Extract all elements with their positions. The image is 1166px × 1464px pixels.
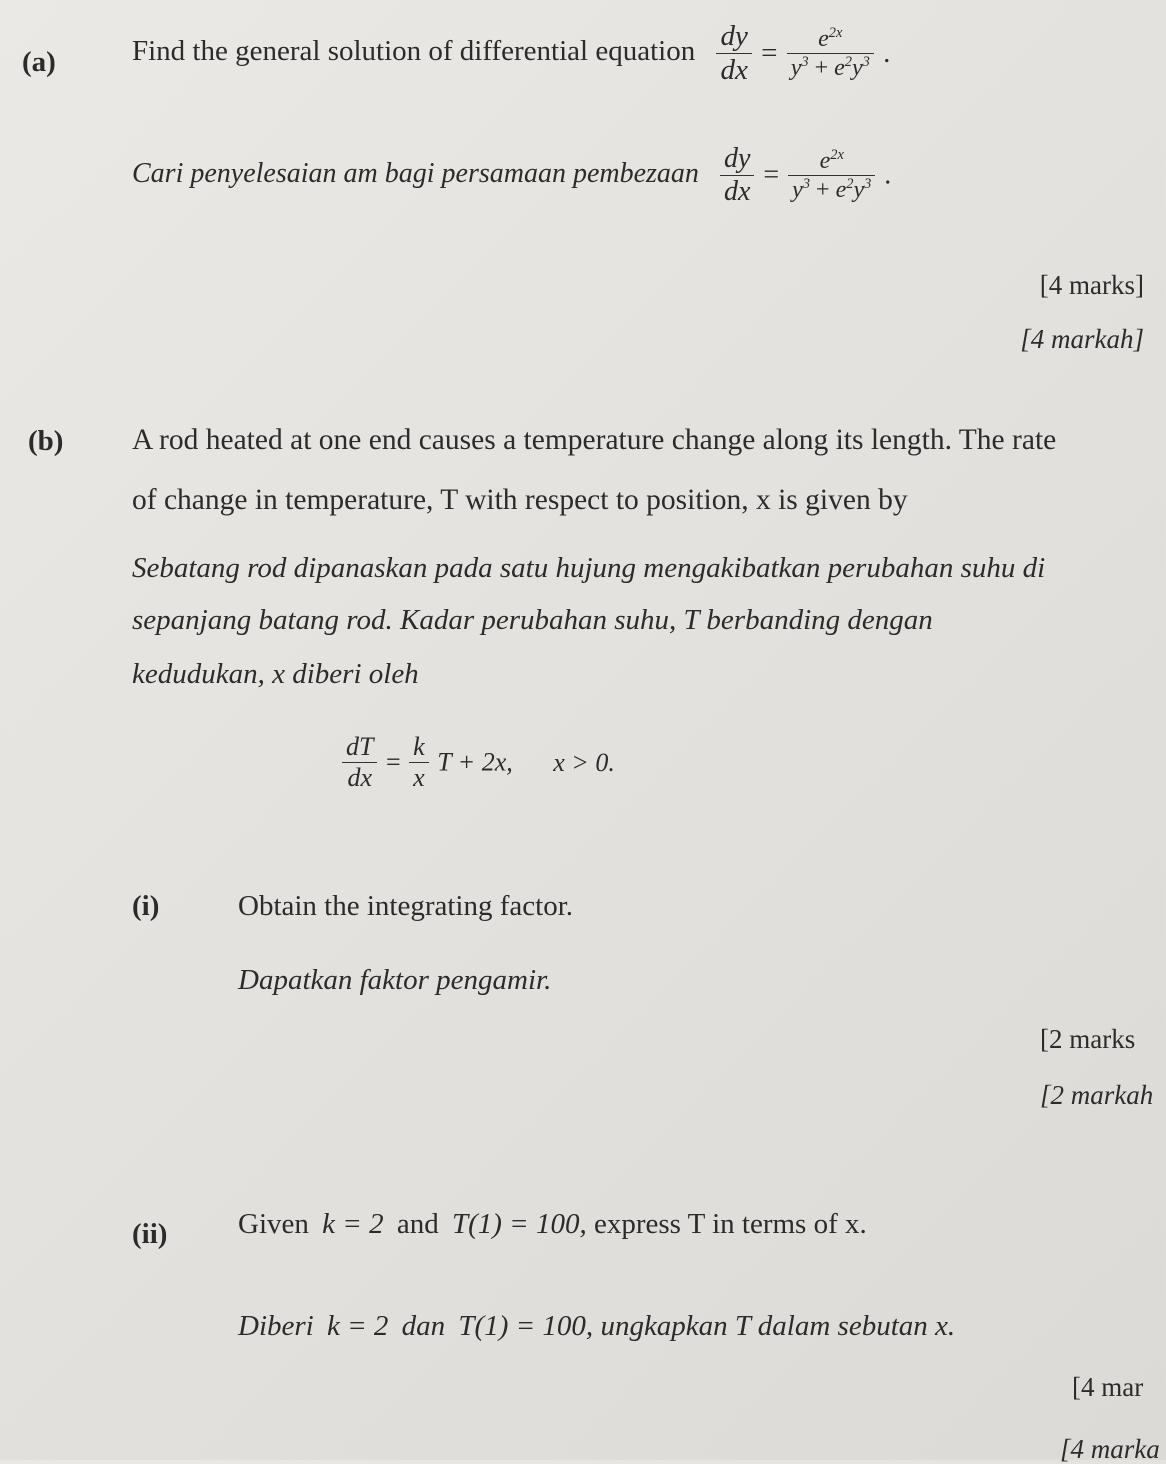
part-b-equation	[340, 734, 615, 791]
part-a-ms-eq-equals: =	[763, 159, 780, 191]
part-a-ms-eq-lhs-den: dx	[723, 176, 751, 207]
part-b-ii-express: express T in terms of x.	[593, 1208, 867, 1240]
part-b-ii-cond-k: k = 2	[322, 1208, 384, 1240]
part-a-ms-eq-exp2: 2	[846, 176, 854, 192]
part-b-eq-condition: x > 0.	[553, 747, 615, 777]
part-a-eq-exp3: 3	[862, 54, 870, 70]
part-b-i-text-ms: Dapatkan faktor pengamir.	[238, 964, 552, 996]
part-b-eq-lhs-num: dT	[342, 734, 377, 763]
part-b-intro-ms-1: Sebatang rod dipanaskan pada satu hujung mengakibatkan perubahan suhu di	[132, 552, 1046, 584]
part-b-i-marks-ms: [2 markah	[1040, 1080, 1154, 1110]
part-a-eq-y2: y	[851, 55, 863, 81]
part-b-eq-x: x	[413, 763, 425, 792]
part-a-text-ms: Cari penyelesaian am bagi persamaan pembezaan	[132, 157, 699, 189]
part-a-ms-eq-rhs-den	[788, 176, 875, 202]
part-b-ii-label: (ii)	[132, 1218, 168, 1250]
part-a-eq-rhs-den	[787, 54, 874, 80]
part-a-ms-eq-y1: y	[792, 177, 803, 203]
part-b-ii-and: and	[396, 1208, 439, 1240]
part-a-marks-ms: [4 markah]	[1020, 324, 1144, 354]
part-a-ms-eq-period: .	[884, 159, 892, 191]
part-b-i-label: (i)	[132, 890, 160, 922]
part-a-eq-rhs-num	[787, 27, 874, 54]
part-a-ms-eq-e: e	[819, 148, 831, 174]
part-a-ms-eq-e2: e	[835, 177, 847, 203]
part-b-eq-lhs	[342, 734, 377, 791]
part-a-ms-eq-lhs-num: dy	[720, 145, 754, 176]
part-a-eq-equals: =	[761, 37, 778, 69]
part-b-ii-ms-cond-t: T(1) = 100,	[458, 1310, 594, 1342]
part-a-eq-exp1: 3	[801, 54, 809, 70]
part-a-ms-eq-exp1: 3	[802, 176, 811, 192]
part-a-ms-eq-y2: y	[853, 177, 865, 203]
part-b-intro-ms-3: kedudukan, x diberi oleh	[132, 658, 419, 690]
part-a-ms-eq-rhs-num	[788, 149, 875, 176]
part-b-eq-k: k	[409, 734, 429, 763]
part-a-eq-e2: e	[834, 55, 845, 81]
part-b-ii-ungkapkan: ungkapkan T dalam sebutan x.	[600, 1310, 956, 1342]
part-b-ii-diberi: Diberi	[238, 1310, 314, 1342]
part-b-eq-rest: T + 2x,	[437, 747, 513, 777]
part-b-ii-marks-ms: [4 marka	[1060, 1434, 1160, 1464]
part-b-ii-text-en	[238, 1210, 867, 1239]
part-b-intro-en-2: of change in temperature, T with respect to position, x is given by	[132, 484, 908, 516]
part-a-ms-eq-exp-2x: 2x	[830, 147, 844, 163]
part-a-label: (a)	[22, 46, 56, 78]
part-a-eq-period: .	[883, 37, 891, 69]
part-b-ii-text-ms	[238, 1312, 955, 1341]
part-a-eq-lhs-num: dy	[716, 22, 751, 54]
part-a-eq-rhs	[787, 27, 874, 80]
part-b-ii-given: Given	[238, 1208, 309, 1240]
part-a-eq-exp-2x: 2x	[828, 25, 843, 41]
part-b-ii-ms-cond-k: k = 2	[326, 1310, 389, 1342]
part-b-ii-cond-t: T(1) = 100,	[451, 1208, 587, 1240]
part-a-ms-eq-exp3: 3	[864, 176, 872, 192]
part-b-i-marks-en: [2 marks	[1040, 1024, 1136, 1054]
part-a-text-en: Find the general solution of differential equation	[132, 35, 696, 68]
part-b-eq-lhs-den: dx	[347, 763, 372, 792]
part-b-eq-equals: =	[385, 747, 401, 777]
part-a-eq-exp2: 2	[844, 54, 852, 70]
part-a-eq-lhs-den: dx	[720, 54, 748, 86]
part-b-ii-marks-en: [4 mar	[1072, 1372, 1144, 1402]
part-a-eq-lhs	[716, 22, 751, 85]
part-a-ms-eq-rhs	[788, 149, 875, 202]
part-b-i-text-en: Obtain the integrating factor.	[238, 890, 574, 922]
part-b-label: (b)	[28, 425, 64, 457]
part-b-intro-en-1: A rod heated at one end causes a temperature change along its length. The rate	[132, 424, 1057, 456]
part-a-eq-e: e	[818, 26, 829, 52]
part-a-ms-eq-plus: +	[810, 177, 836, 203]
part-a-eq-y1: y	[790, 55, 802, 81]
part-a-ms-eq-lhs	[720, 145, 754, 206]
part-b-intro-ms-2: sepanjang batang rod. Kadar perubahan suhu, T berbanding dengan	[132, 604, 933, 636]
part-b-eq-k-over-x	[409, 734, 429, 791]
part-a-question-ms	[132, 145, 891, 206]
part-a-marks-en: [4 marks]	[1039, 270, 1144, 300]
part-b-ii-dan: dan	[401, 1310, 446, 1342]
part-a-eq-plus: +	[808, 55, 835, 81]
part-a-question-en	[132, 22, 890, 85]
